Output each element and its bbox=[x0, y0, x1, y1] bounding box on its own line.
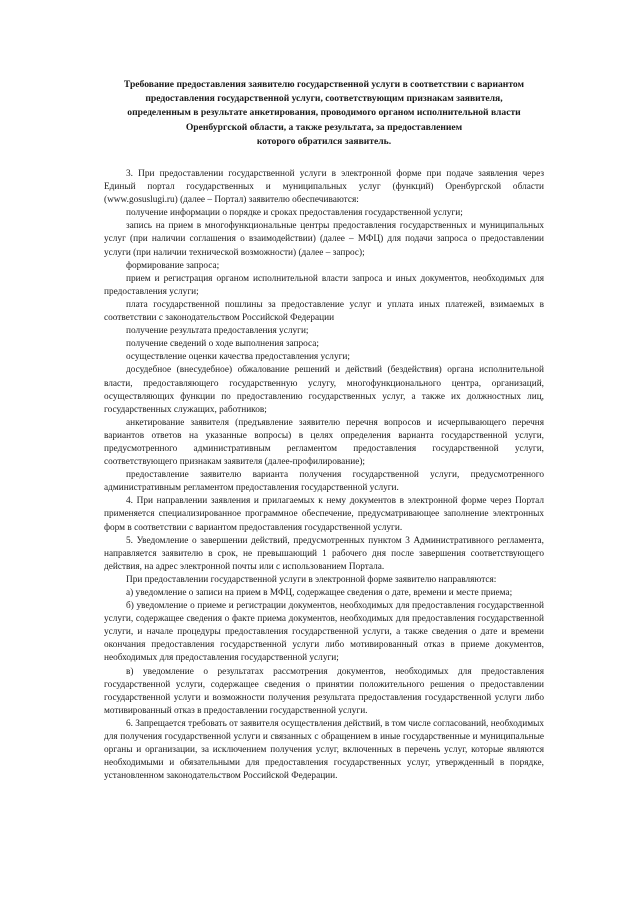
title-line: определенным в результате анкетирования, проводимого органом исполнительной власти bbox=[127, 107, 521, 119]
paragraph-item-5: 5. Уведомление о завершении действий, предусмотренных пунктом 3 Административного регламента, направляется заявителю в срок, не превышающий 1 рабочего дня после завершения соответствующего действия, на адрес электронной почты или с использованием Портала. bbox=[104, 535, 544, 572]
document-body bbox=[104, 168, 544, 783]
paragraph-item-6: 6. Запрещается требовать от заявителя осуществления действий, в том числе согласований, необходимых для получения государственной услуги и связанных с обращением в иные государственные и муниципальные органы и организации, за исключением получения услуг, включенных в перечень услуг, которые являются необходимыми и обязательными для предоставления государственных услуг, утвержденный в порядке, установленном законодательством Российской Федерации. bbox=[104, 718, 544, 782]
paragraph-list-item: досудебное (внесудебное) обжалование решений и действий (бездействия) органа исполнительной власти, предоставляющего государственную услугу, многофункционального центра, организаций, осуществляющих функции по предоставлению государственных услуг, а также их должностных лиц, государственных служащих, работников; bbox=[104, 365, 544, 415]
paragraph-subitem-b: б) уведомление о приеме и регистрации документов, необходимых для предоставления государственной услуги, содержащее сведения о факте приема документов, необходимых для предоставления государственной услуги, и начале процедуры предоставления государственной услуги, а также сведения о дате и времени окончания предоставления государственной услуги либо мотивированный отказ в приеме документов, необходимых для предоставления государственной услуги; bbox=[104, 601, 544, 664]
title-line: которого обратился заявитель. bbox=[256, 135, 392, 147]
title-line: предоставления государственной услуги, соответствующим признакам заявителя, bbox=[145, 93, 503, 105]
paragraph-item-3: 3. При предоставлении государственной услуги в электронной форме при подаче заявления через Единый портал государственных и муниципальных услуг (функций) Оренбургской области (www.gosuslugi.ru) (далее – Портал) заявителю обеспечиваются: bbox=[104, 169, 544, 206]
paragraph-subitem-v: в) уведомление о результатах рассмотрения документов, необходимых для предоставления государственной услуги, содержащее сведения о принятии положительного решения о предоставлении государственной услуги и возможности получения результата предоставления государственной услуги либо мотивированный отказ в предоставлении государственной услуги. bbox=[104, 666, 544, 716]
paragraph-list-item: запись на прием в многофункциональные центры предоставления государственных и муниципальных услуг (при наличии соглашения о взаимодействии) (далее – МФЦ) для подачи запроса о предоставлении услуги (при наличии технической возможности) (далее – запрос); bbox=[104, 221, 544, 258]
paragraph-list-item: осуществление оценки качества предоставления услуги; bbox=[126, 352, 350, 363]
paragraph-list-item: предоставление заявителю варианта получения государственной услуги, предусмотренного административным регламентом предоставления государственной услуги. bbox=[104, 470, 544, 494]
document-title bbox=[104, 78, 544, 149]
title-line: Требование предоставления заявителю государственной услуги в соответствии с вариантом bbox=[123, 79, 525, 90]
paragraph-list-item: получение результата предоставления услуги; bbox=[126, 326, 309, 337]
paragraph-list-item: формирование запроса; bbox=[126, 260, 220, 271]
paragraph-list-item: получение информации о порядке и сроках предоставления государственной услуги; bbox=[126, 208, 463, 219]
paragraph-subitem-a: а) уведомление о записи на прием в МФЦ, содержащее сведения о дате, времени и месте приема; bbox=[126, 588, 513, 599]
title-line: Оренбургской области, а также результата, за предоставлением bbox=[185, 121, 463, 133]
paragraph-list-item: плата государственной пошлины за предоставление услуг и уплата иных платежей, взимаемых в соответствии с законодательством Российской Федерации bbox=[104, 299, 544, 324]
paragraph-item-4: 4. При направлении заявления и прилагаемых к нему документов в электронной форме через Портал применяется специализированное программное обеспечение, предусматривающее заполнение электронных форм в соответствии с вариантом предоставления государственной услуги. bbox=[104, 496, 544, 533]
paragraph-list-item: анкетирование заявителя (предъявление заявителю перечня вопросов и исчерпывающего перечня вариантов ответов на указанные вопросы) в целях определения варианта государственной услуги, предусмотренного административным регламентом предоставления государственной услуги, соответствующего признакам заявителя (далее-профилирование); bbox=[104, 417, 544, 468]
document-page bbox=[104, 78, 544, 783]
paragraph-notifications-intro: При предоставлении государственной услуги в электронной форме заявителю направляются: bbox=[126, 574, 497, 585]
paragraph-list-item: прием и регистрация органом исполнительной власти запроса и иных документов, необходимых для предоставления услуги; bbox=[104, 273, 544, 297]
paragraph-list-item: получение сведений о ходе выполнения запроса; bbox=[126, 339, 319, 350]
